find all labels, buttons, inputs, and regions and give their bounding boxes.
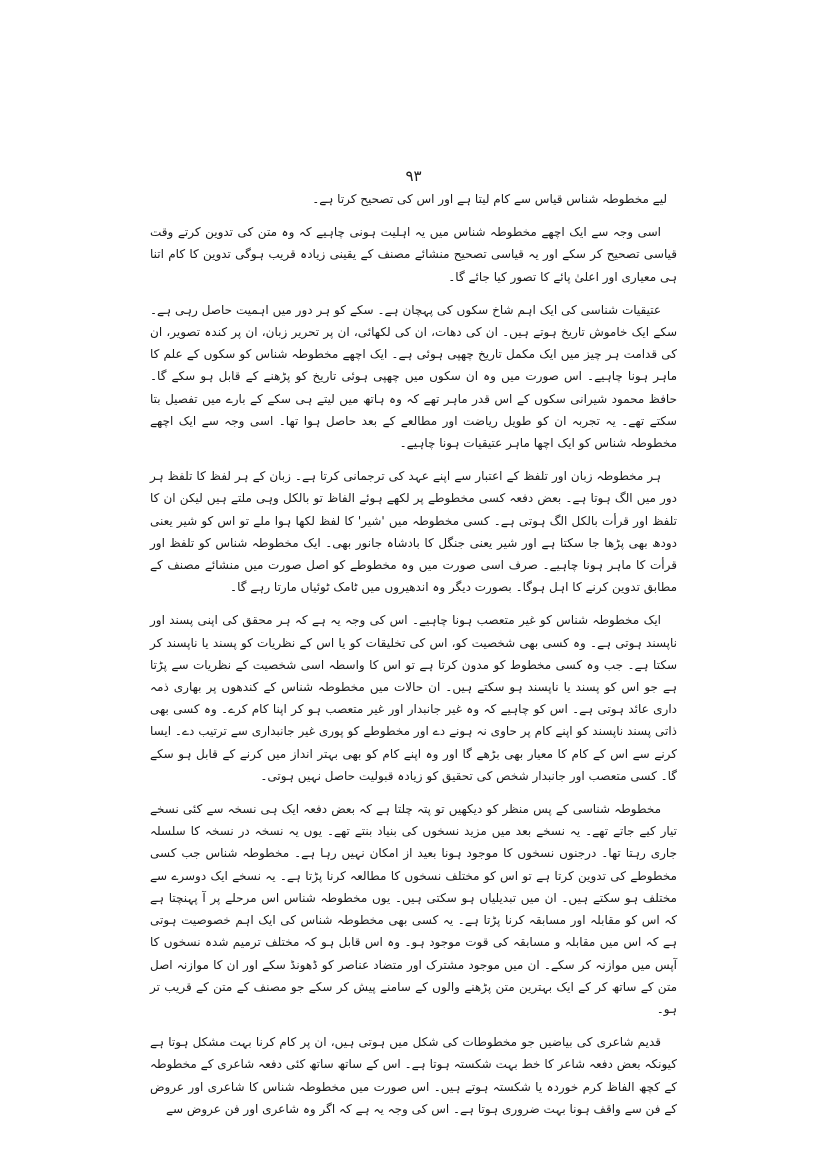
paragraph: عتیقیات شناسی کی ایک اہم شاخ سکوں کی پہچان ہے۔ سکے کو ہر دور میں اہمیت حاصل رہی ہے۔ سکے ایک خاموش تاریخ ہوتے ہیں۔ ان کی دھات، ان کی لکھائی، ان پر تحریر زبان، ان پر کندہ تصویر، ان کی قدامت ہر چیز میں ایک مکمل تاریخ چھپی ہوئی ہے۔ ایک اچھے مخطوطہ شناس کو سکوں کے علم کا ماہر ہونا چاہیے۔ اس صورت میں وہ ان سکوں میں چھپی ہوئی تاریخ کو پڑھنے کے قابل ہو سکے گا۔ حافظ محمود شیرانی سکوں کے اس قدر ماہر تھے کہ وہ ہاتھ میں لیتے ہی سکے کے بارے میں تفصیل بتا سکتے تھے۔ یہ تجربہ ان کو طویل ریاضت اور مطالعے کے بعد حاصل ہوا تھا۔ اسی وجہ سے ایک اچھے مخطوطہ شناس کو ایک اچھا ماہر عتیقیات ہونا چاہیے۔	[150, 302, 677, 451]
page-number: ۹۳	[405, 167, 422, 185]
paragraph: اسی وجہ سے ایک اچھے مخطوطہ شناس میں یہ اہلیت ہونی چاہیے کہ وہ متن کی تدوین کرتے وقت قیاسی تصحیح کر سکے اور یہ قیاسی تصحیح منشائے مصنف کے یقینی زیادہ قریب ہوگی تدوین کا کام اتنا ہی معیاری اور اعلیٰ پائے کا تصور کیا جائے گا۔	[150, 225, 677, 284]
paragraph: مخطوطہ شناسی کے پس منظر کو دیکھیں تو پتہ چلتا ہے کہ بعض دفعہ ایک ہی نسخہ سے کئی نسخے تیار کیے جاتے تھے۔ یہ نسخے بعد میں مزید نسخوں کی بنیاد بنتے تھے۔ یوں یہ نسخہ در نسخہ کا سلسلہ جاری رہتا تھا۔ درجنوں نسخوں کا موجود ہونا بعید از امکان نہیں رہا ہے۔ مخطوطہ شناس جب کسی مخطوطے کی تدوین کرتا ہے تو اس کو مختلف نسخوں کا مطالعہ کرنا پڑتا ہے۔ یہ نسخے ایک دوسرے سے مختلف ہو سکتے ہیں۔ ان میں تبدیلیاں ہو سکتی ہیں۔ یوں مخطوطہ شناس اس مرحلے پر آ پہنچتا ہے کہ اس کو مقابلہ اور مسابقہ کرنا پڑتا ہے۔ یہ کسی بھی مخطوطہ شناس کی ایک اہم خصوصیت ہوتی ہے کہ اس میں مقابلہ و مسابقہ کی قوت موجود ہو۔ وہ اس قابل ہو کہ مختلف ترمیم شدہ نسخوں کا آپس میں موازنہ کر سکے۔ ان میں موجود مشترک اور متضاد عناصر کو ڈھونڈ سکے اور ان کا موازنہ اصل متن کے ساتھ کر کے ایک بہترین متن پڑھنے والوں کے سامنے پیش کر سکے جو مصنف کے متن کے قریب تر ہو۔	[150, 802, 677, 1016]
paragraph: ایک مخطوطہ شناس کو غیر متعصب ہونا چاہیے۔ اس کی وجہ یہ ہے کہ ہر محقق کی اپنی پسند اور ناپسند ہوتی ہے۔ وہ کسی بھی شخصیت کو، اس کی تخلیقات کو یا اس کے نظریات کو پسند یا ناپسند کر سکتا ہے۔ جب وہ کسی مخطوط کو مدون کرتا ہے تو اس کا واسطہ اسی شخصیت کے نظریات سے پڑتا ہے جو اس کو پسند یا ناپسند ہو سکتے ہیں۔ ان حالات میں مخطوطہ شناس کے کندھوں پر بھاری ذمہ داری عائد ہوتی ہے۔ اس کو چاہیے کہ وہ غیر جانبدار اور غیر متعصب ہو کر اپنا کام کرے۔ وہ کسی بھی ذاتی پسند ناپسند کو اپنے کام پر حاوی نہ ہونے دے اور مخطوطے کو پوری غیر جانبداری سے ترتیب دے۔ ایسا کرنے سے اس کے کام کا معیار بھی بڑھے گا اور وہ اپنے کام کو بھی بہتر انداز میں کرنے کے قابل ہو سکے گا۔ کسی متعصب اور جانبدار شخص کی تحقیق کو زیادہ قبولیت حاصل نہیں ہوتی۔	[150, 613, 677, 783]
paragraph: لیے مخطوطہ شناس قیاس سے کام لیتا ہے اور اس کی تصحیح کرتا ہے۔	[312, 192, 667, 206]
body-text	[150, 188, 677, 1131]
paragraph: قدیم شاعری کی بیاضیں جو مخطوطات کی شکل میں ہوتی ہیں، ان پر کام کرنا بہت مشکل ہوتا ہے کیونکہ بعض دفعہ شاعر کا خط بہت شکستہ ہوتا ہے۔ اس کے ساتھ ساتھ کئی دفعہ شاعری کے مخطوطہ کے کچھ الفاظ کرم خوردہ یا شکستہ ہوتے ہیں۔ اس صورت میں مخطوطہ شناس کا شاعری اور عروض کے فن سے واقف ہونا بہت ضروری ہوتا ہے۔ اس کی وجہ یہ ہے کہ اگر وہ شاعری اور فن عروض سے	[150, 1035, 677, 1116]
paragraph: ہر مخطوطہ زبان اور تلفظ کے اعتبار سے اپنے عہد کی ترجمانی کرتا ہے۔ زبان کے ہر لفظ کا تلفظ ہر دور میں الگ ہوتا ہے۔ بعض دفعہ کسی مخطوطے پر لکھے ہوئے الفاظ تو بالکل وہی ملتے ہیں لیکن ان کا تلفظ اور قرأت بالکل الگ ہوتی ہے۔ کسی مخطوطہ میں 'شیر' کا لفظ لکھا ہوا ملے تو اس کو شیر یعنی دودھ بھی پڑھا جا سکتا ہے اور شیر یعنی جنگل کا بادشاہ جانور بھی۔ ایک مخطوطہ شناس کو تلفظ اور قرأت کا ماہر ہونا چاہیے۔ صرف اسی صورت میں وہ مخطوطے کو اصل صورت میں منشائے مصنف کے مطابق تدوین کرنے کا اہل ہوگا۔ بصورت دیگر وہ اندھیروں میں ٹامک ٹوئیاں مارتا رہے گا۔	[150, 469, 677, 595]
